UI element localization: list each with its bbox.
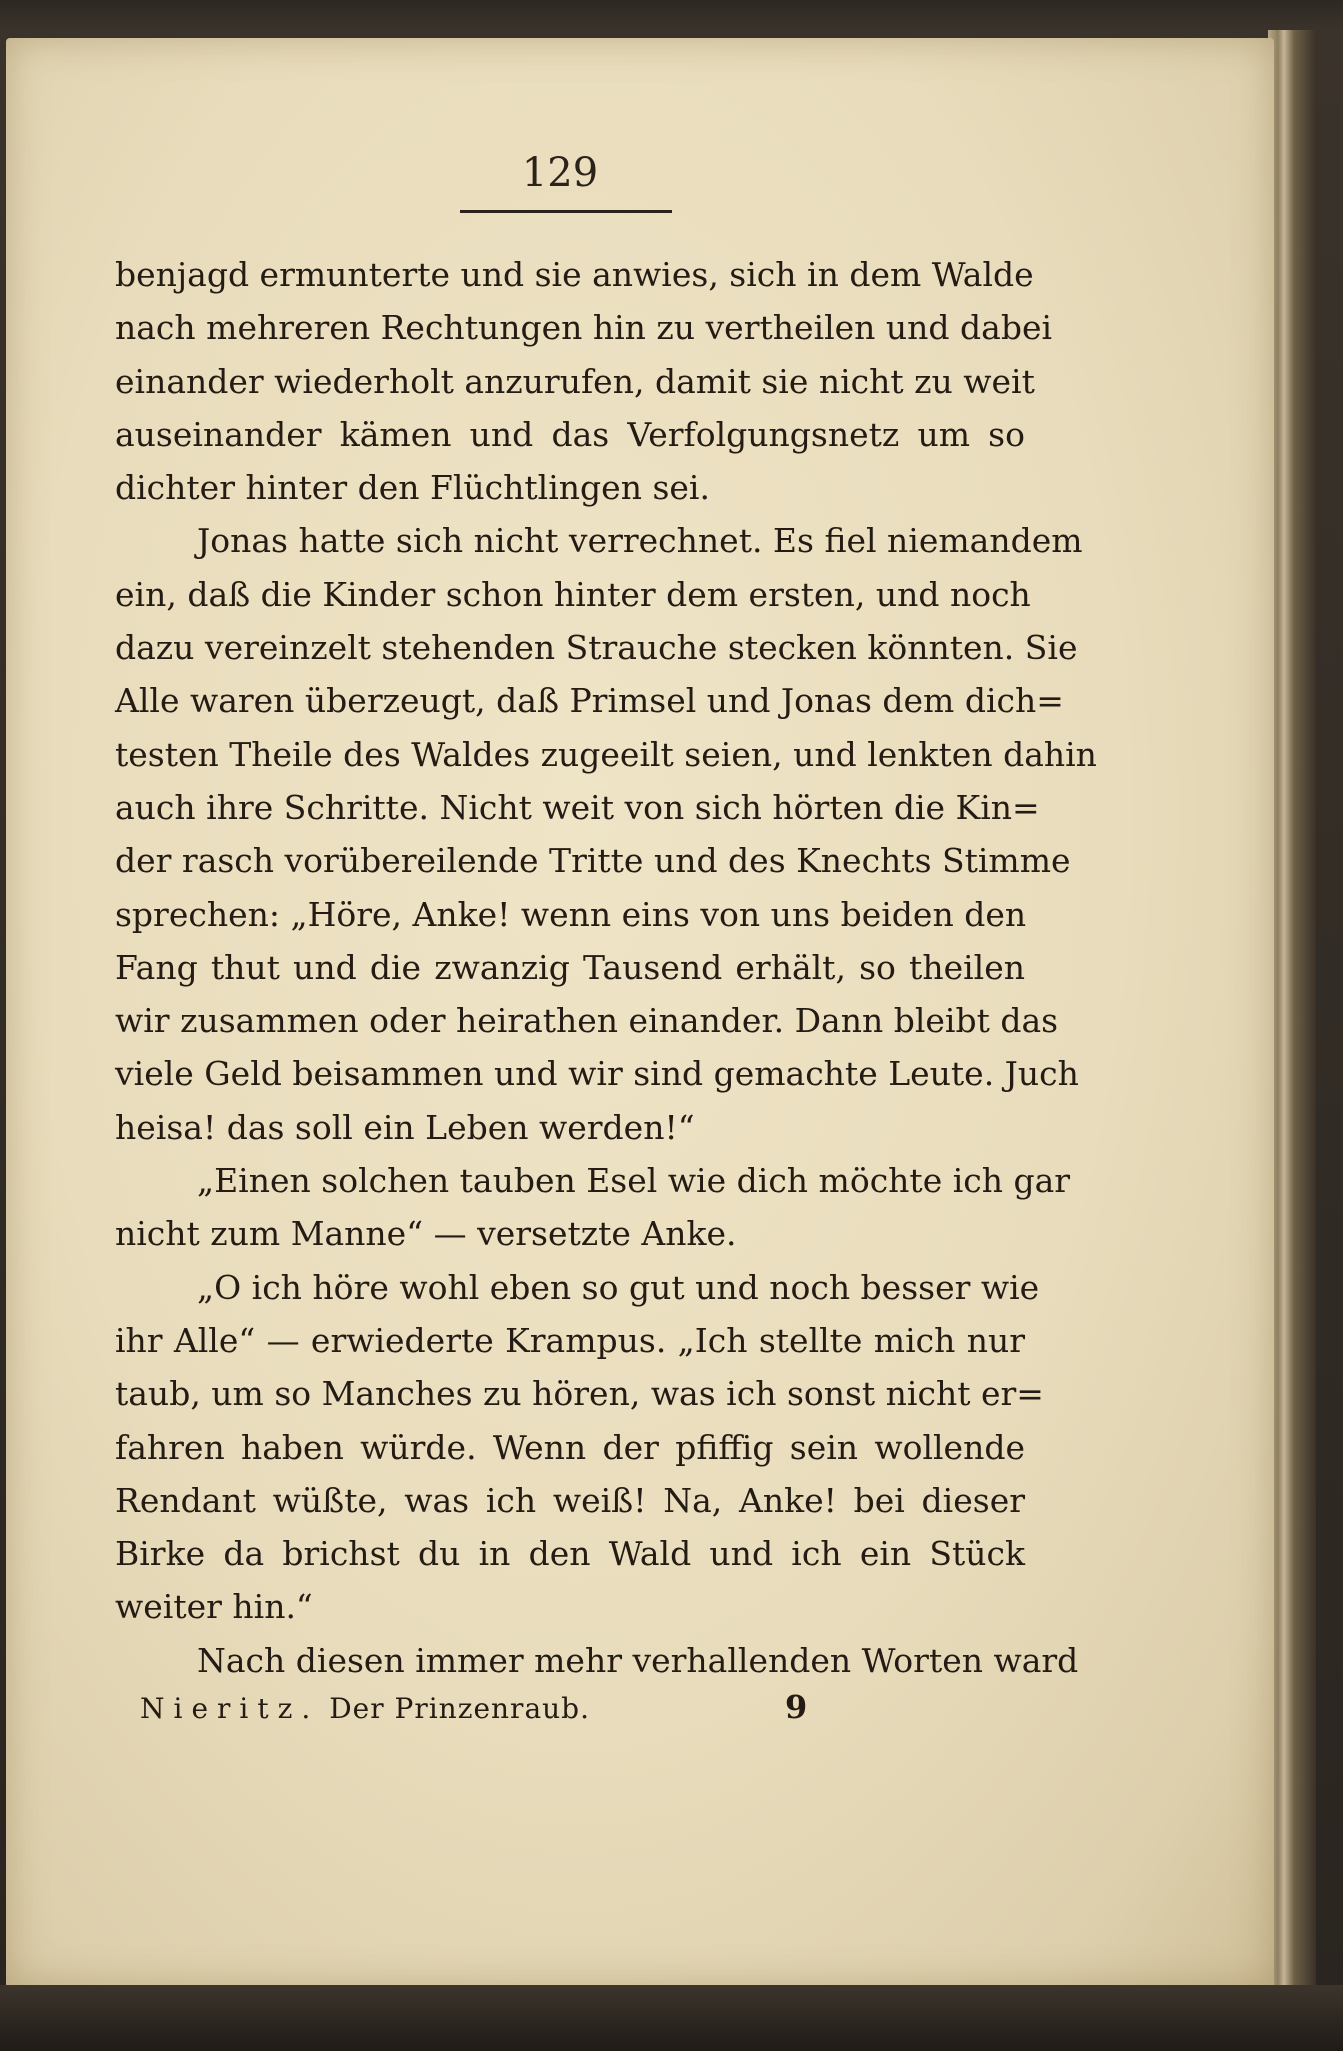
text-line: „Einen solchen tauben Esel wie dich möchte ich gar xyxy=(197,1161,1071,1201)
text-line: weiter hin.“ xyxy=(115,1587,313,1627)
text-line: dazu vereinzelt stehenden Strauche stecken könnten. Sie xyxy=(115,628,1078,668)
footer-title: Der Prinzenraub. xyxy=(329,1692,590,1725)
text-line: einander wiederholt anzurufen, damit sie nicht zu weit xyxy=(115,361,1035,401)
sheet-signature: 9 xyxy=(785,1688,808,1726)
text-line: nach mehreren Rechtungen hin zu vertheilen und dabei xyxy=(115,308,1053,348)
text-line: Alle waren überzeugt, daß Primsel und Jonas dem dich= xyxy=(115,681,1064,721)
text-line: Nach diesen immer mehr verhallenden Worten ward xyxy=(197,1640,1079,1680)
text-line: ihr Alle“ — erwiederte Krampus. „Ich stellte mich nur xyxy=(115,1320,1025,1360)
text-line: dichter hinter den Flüchtlingen sei. xyxy=(115,468,710,508)
text-line: Rendant wüßte, was ich weiß! Na, Anke! bei dieser xyxy=(115,1480,1025,1520)
text-line: „O ich höre wohl eben so gut und noch besser wie xyxy=(197,1267,1040,1307)
text-line: fahren haben würde. Wenn der pfiffig sein wollende xyxy=(115,1427,1025,1467)
footer-signature xyxy=(140,1692,590,1725)
text-line: der rasch vorübereilende Tritte und des Knechts Stimme xyxy=(115,841,1071,881)
page-number: 129 xyxy=(521,150,599,196)
text-line: Fang thut und die zwanzig Tausend erhält, so theilen xyxy=(115,947,1025,987)
bottom-shadow xyxy=(0,1985,1343,2051)
text-line: taub, um so Manches zu hören, was ich sonst nicht er= xyxy=(115,1374,1044,1414)
text-line: ein, daß die Kinder schon hinter dem ersten, und noch xyxy=(115,574,1031,614)
text-line: Jonas hatte sich nicht verrechnet. Es fiel niemandem xyxy=(197,521,1083,561)
text-line: testen Theile des Waldes zugeeilt seien, und lenkten dahin xyxy=(115,734,1097,774)
text-line: Birke da brichst du in den Wald und ich ein Stück xyxy=(115,1534,1025,1574)
text-line: wir zusammen oder heirathen einander. Dann bleibt das xyxy=(115,1001,1059,1041)
text-line: heisa! das soll ein Leben werden!“ xyxy=(115,1107,695,1147)
text-line: benjagd ermunterte und sie anwies, sich in dem Walde xyxy=(115,255,1034,294)
footer-author: Nieritz. xyxy=(140,1692,320,1725)
text-line: sprechen: „Höre, Anke! wenn eins von uns beiden den xyxy=(115,894,1027,934)
text-line: auch ihre Schritte. Nicht weit von sich hörten die Kin= xyxy=(115,787,1040,827)
page-edge xyxy=(1268,30,1316,2010)
header-rule xyxy=(460,210,672,213)
text-line: viele Geld beisammen und wir sind gemachte Leute. Juch xyxy=(115,1054,1079,1094)
text-line: auseinander kämen und das Verfolgungsnetz um so xyxy=(115,414,1025,454)
body-text xyxy=(115,248,1097,1687)
text-line: nicht zum Manne“ — versetzte Anke. xyxy=(115,1214,737,1254)
